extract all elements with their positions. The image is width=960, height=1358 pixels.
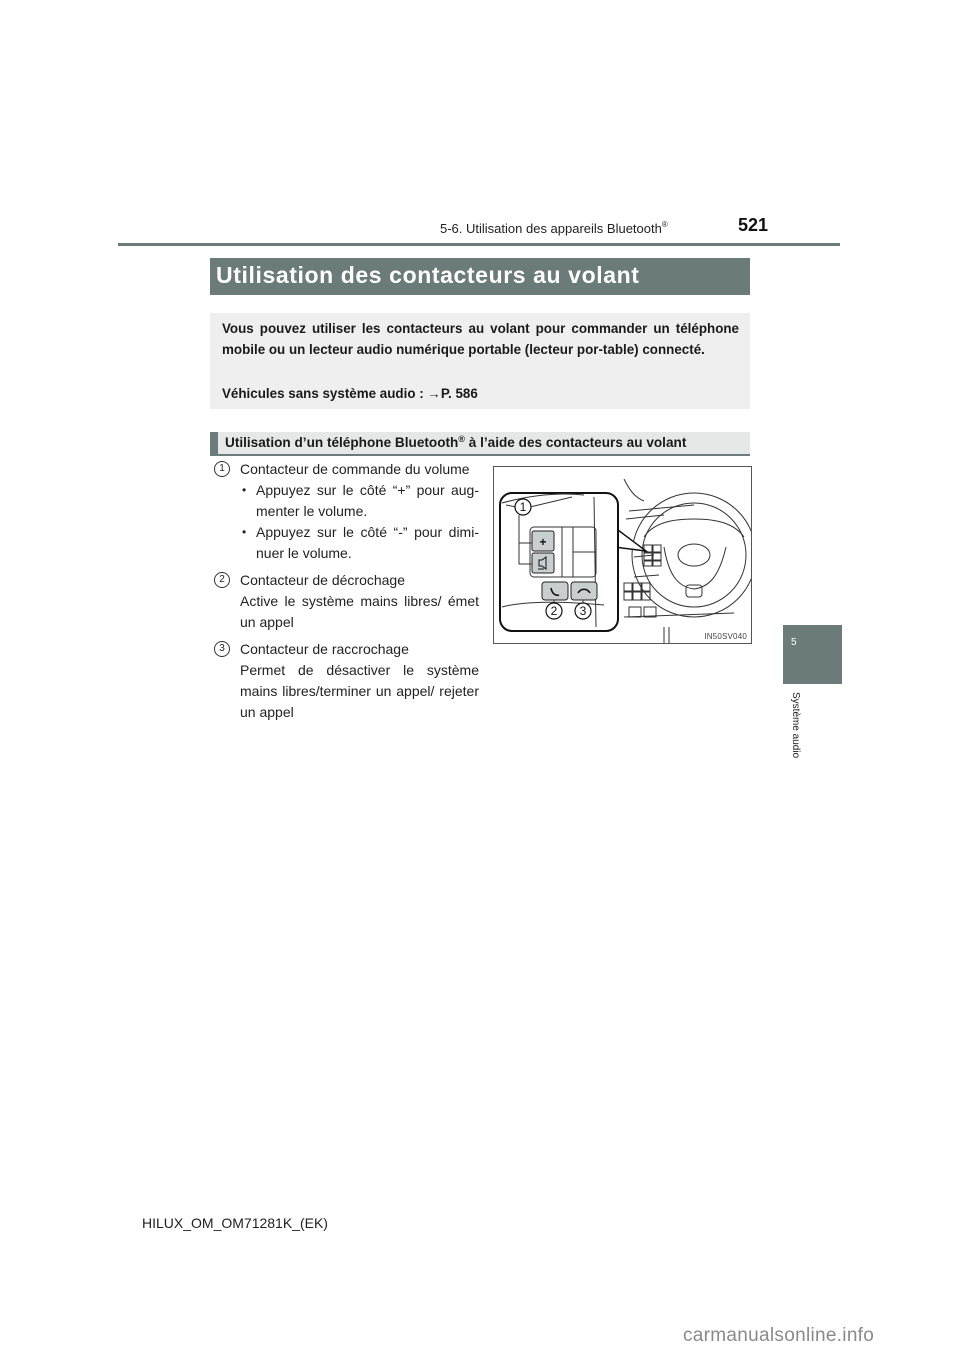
chapter-tab[interactable] xyxy=(783,625,842,684)
heading-accent-bar xyxy=(210,432,218,454)
number-marker: 3 xyxy=(214,641,230,657)
page-title: Utilisation des contacteurs au volant xyxy=(216,262,640,288)
item-title: Contacteur de décrochage xyxy=(240,572,405,588)
section-heading-text xyxy=(225,434,686,450)
document-code: HILUX_OM_OM71281K_(EK) xyxy=(142,1215,328,1231)
section-heading xyxy=(210,432,750,456)
page-title-bar xyxy=(210,258,750,295)
arrow-icon: → xyxy=(427,386,441,401)
number-marker: 2 xyxy=(214,572,230,588)
chapter-label: Système audio xyxy=(790,692,801,759)
chapter-number: 5 xyxy=(791,637,797,648)
intro-text: Vous pouvez utiliser les contacteurs au volant pour commander un téléphone mobile ou un lecteur audio numérique portable (lecteur por-table) connecté. xyxy=(222,321,739,357)
watermark: carmanualsonline.info xyxy=(683,1325,875,1346)
steering-wheel-illustration xyxy=(493,466,752,644)
section-title: 5-6. Utilisation des appareils Bluetooth xyxy=(440,221,662,236)
reference-label: Véhicules sans système audio : xyxy=(222,386,428,401)
callout-1: 1 xyxy=(519,500,527,514)
intro-reference xyxy=(222,386,478,401)
intro-box xyxy=(210,313,750,409)
list-item-volume xyxy=(214,459,479,564)
list-item-off-hook xyxy=(214,570,479,633)
number-marker: 1 xyxy=(214,461,230,477)
bullet-item: • Appuyez sur le côté “-” pour dimi-nuer le volume. xyxy=(240,522,479,564)
registered-mark: ® xyxy=(661,220,668,229)
running-header xyxy=(440,220,668,236)
figure-code: IN50SV040 xyxy=(704,632,747,641)
item-description: Permet de désactiver le système mains libres/terminer un appel/ rejeter un appel xyxy=(240,662,479,720)
callout-2: 2 xyxy=(550,604,558,618)
page-number: 521 xyxy=(738,215,769,235)
control-list xyxy=(214,459,479,729)
registered-mark: ® xyxy=(458,434,465,444)
header-divider xyxy=(118,243,840,246)
reference-page-link[interactable]: P. 586 xyxy=(440,386,478,401)
heading-part: Utilisation d’un téléphone Bluetooth xyxy=(225,435,459,450)
item-title: Contacteur de commande du volume xyxy=(240,461,470,477)
item-description: Active le système mains libres/ émet un appel xyxy=(240,593,479,630)
steering-switch-drawing xyxy=(494,467,751,643)
list-item-on-hook xyxy=(214,639,479,723)
bullet-item: • Appuyez sur le côté “+” pour aug-menter le volume. xyxy=(240,480,479,522)
item-title: Contacteur de raccrochage xyxy=(240,641,409,657)
callout-3: 3 xyxy=(579,604,587,618)
volume-up-symbol: + xyxy=(539,535,547,549)
heading-part: à l’aide des contacteurs au volant xyxy=(465,435,687,450)
